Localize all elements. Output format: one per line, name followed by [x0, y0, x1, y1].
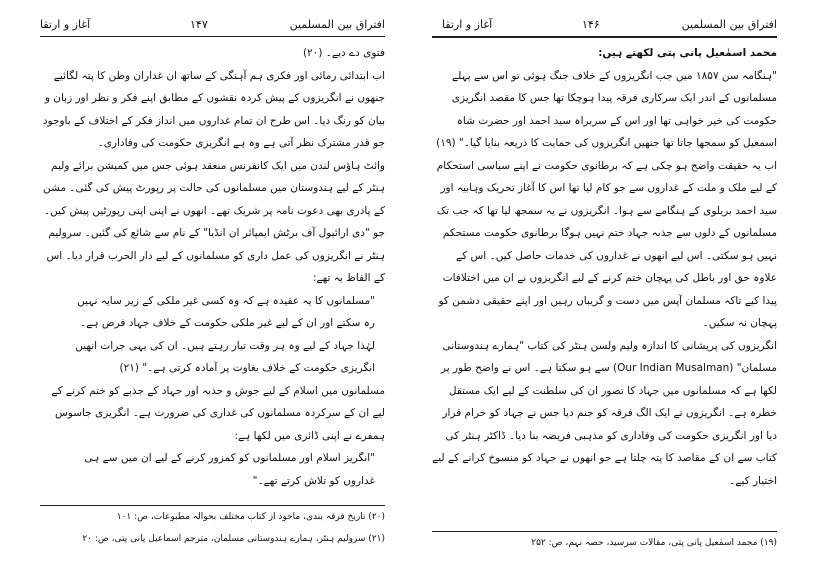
left-page	[40, 0, 385, 578]
intro-quote: "ہنگامہ سن ۱۸۵۷ میں جب انگریزوں کے خلاف جنگ ہوئی تو اس سے پہلے مسلمانوں کے اندر ایک سرکاری فرقہ پیدا ہوچکا تھا جس کا مقصد انگریزی حکومت کی خیر خواہی تھا اور اس کے سربراہ سید احمد اور حضرت شاہ اسمعیل کو سمجھا جاتا تھا جنھیں انگریزوں کی حمایت کا ذریعہ بنایا گیا۔" (۱۹)	[436, 69, 777, 149]
paragraph: مسلمانوں میں اسلام کے لیے جوش و جذبہ اور جہاد کے جذبے کو ختم کرنے کے لیے ان کے سرکردہ مسلمانوں کی غداری کی ضرورت ہے۔ انگریزی جاسوس ہمفرے نے اپنی ڈائری میں لکھا ہے:	[51, 384, 385, 442]
left-footnotes	[40, 506, 385, 550]
footnote: (۱۹) محمد اسمٰعیل پانی پتی، مقالات سرسید، حصہ نہم، ص: ۲۵۲	[531, 538, 777, 548]
right-header-rule	[432, 36, 777, 38]
block-quote: "مسلمانوں کا یہ عقیدہ ہے کہ وہ کسی غیر ملکی کے زیر سایہ نہیں رہ سکتے اور ان کے لیے غیر ملکی حکومت کے خلاف جہاد فرض ہے۔ لہٰذا جہاد کے لیے وہ ہر وقت تیار رہتے ہیں۔ ان کی یہی جرات انھیں انگریزی حکومت کے خلاف بغاوت پر آمادہ کرتی ہے۔" (۲۱)	[75, 294, 375, 374]
right-header-page-number: ۱۴۶	[582, 18, 600, 31]
right-page	[432, 0, 777, 578]
right-footnotes	[432, 532, 777, 554]
left-page-body	[40, 42, 385, 492]
right-page-body	[432, 42, 777, 492]
paragraph: اب ابتدائی رمائی اور فکری ہم آہنگی کے ساتھ ان غداران وطن کا پتہ لگائیے جنھوں نے انگریزوں کے پیش کردہ نقشوں کے مطابق اپنے فکر و نظر اور زبان و بیان کو رنگ دیا۔ اس طرح ان تمام غداروں میں انداز فکر کے اختلاف کے باوجود جو قدر مشترک نظر آتی ہے وہ ہے انگریزی حکومت کی وفاداری۔	[42, 69, 385, 149]
left-header-book-title: افتراق بین المسلمین	[289, 18, 385, 31]
left-header-chapter-title: آغاز و ارتقا	[40, 18, 91, 31]
right-page-header	[432, 16, 777, 38]
paragraph: وائٹ ہاؤس لندن میں ایک کانفرنس منعقد ہوئی جس میں کمیشن برائے ولیم ہنٹر کے لیے ہندوستان میں مسلمانوں کی حالت پر رپورٹ پیش کی گئی۔ مشن کے پادری بھی دعوت نامہ پر شریک تھے۔ انھوں نے اپنی اپنی رپورٹیں پیش کیں۔ جو "دی ارائیول آف برٹش ایمپائر ان انڈیا" کے نام سے شائع کی گئیں۔ سرولیم ہنٹر نے انگریزوں کی عمل داری کو مسلمانوں کے لیے دار الحرب قرار دیا۔ اس کے الفاظ یہ تھے:	[42, 159, 385, 284]
paragraph: انگریزوں کی پریشانی کا اندازہ ولیم ولسن ہنٹر کی کتاب "ہمارے ہندوستانی مسلمان" (Our Indian Musalman) سے ہو سکتا ہے۔ اس نے واضح طور پر لکھا ہے کہ مسلمانوں میں جہاد کا تصور ان کی سلطنت کے لیے ایک مستقل خطرہ ہے۔ انگریزوں نے ایک الگ فرقہ کو جنم دیا جس نے جہاد کو حرام قرار دیا اور انگریزی حکومت کی وفاداری کو مذہبی فریضہ بنا دیا۔ ڈاکٹر ہنٹر کی کتاب سے ان کے مقاصد کا پتہ چلتا ہے جو انھوں نے جہاد کو منسوخ کرانے کے لیے اختیار کیے۔	[432, 339, 777, 487]
left-header-rule	[40, 36, 385, 37]
paragraph: فتوی دے دیے۔ (۲۰)	[302, 47, 385, 59]
paragraph: اب یہ حقیقت واضح ہو چکی ہے کہ برطانوی حکومت نے اپنے سیاسی استحکام کے لیے ملک و ملت کے غداروں سے جو کام لیا تھا اس کا آغاز تحریک وہابیہ اور سید احمد بریلوی کے ہنگامے سے ہوا۔ انگریزوں نے یہ سمجھ لیا تھا کہ جب تک مسلمانوں کے دلوں سے جذبہ جہاد ختم نہیں ہوگا برطانوی حکومت مستحکم نہیں ہو سکتی۔ اس لیے انھوں نے غداروں کی خدمات حاصل کیں۔ اس کے علاوہ حق اور باطل کی پہچان ختم کرنے کے لیے انگریزوں نے ان میں اختلافات پیدا کیے تاکہ مسلمان آپس میں دست و گریباں رہیں اور اپنے حقیقی دشمن کو پہچان نہ سکیں۔	[436, 159, 777, 329]
left-header-page-number: ۱۴۷	[190, 18, 208, 31]
footnote: (۲۱) سرولیم ہنٹر، ہمارے ہندوستانی مسلمان، مترجم اسماعیل پانی پتی، ص: ۲۰	[82, 534, 385, 544]
footnote: (۲۰) تاریخ فرقہ بندی، ماخوذ از کتاب مختلف بحوالہ مطبوعات، ص: ۱۰۱	[116, 512, 385, 522]
block-quote: "انگریز اسلام اور مسلمانوں کو کمزور کرنے کے لیے ان میں سے ہی غداروں کو تلاش کرتے تھے۔"	[84, 452, 375, 487]
right-header-chapter-title: آغاز و ارتقا	[442, 18, 493, 31]
left-page-header	[40, 16, 385, 38]
section-intro-line: محمد اسمٰعیل پانی پتی لکھتے ہیں:	[598, 47, 777, 59]
right-header-book-title: افتراق بین المسلمین	[681, 18, 777, 31]
